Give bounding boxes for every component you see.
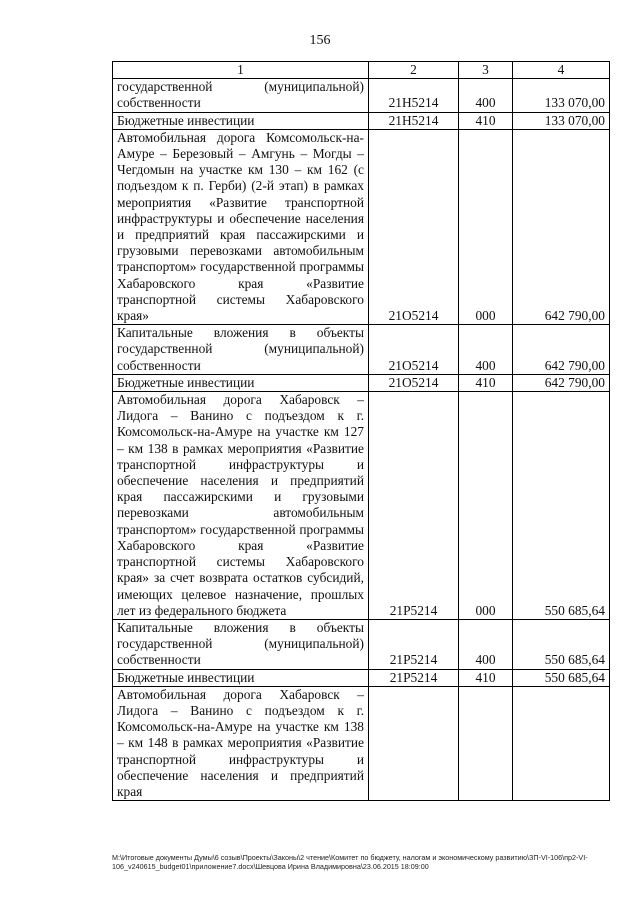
row-type: 410 — [459, 669, 513, 686]
row-code: 21O5214 — [369, 325, 459, 375]
row-code: 21O5214 — [369, 129, 459, 324]
row-type: 400 — [459, 79, 513, 112]
table-row — [113, 669, 610, 686]
table-row — [113, 392, 610, 620]
column-header: 4 — [513, 62, 610, 79]
row-amount: 133 070,00 — [513, 79, 610, 112]
row-type — [459, 686, 513, 800]
table-row — [113, 374, 610, 391]
row-type: 410 — [459, 374, 513, 391]
table-row — [113, 79, 610, 112]
row-name: Капитальные вложения в объекты государственной (муниципальной) собственности — [113, 619, 369, 669]
row-name: Автомобильная дорога Хабаровск – Лидога – Ванино с подъездом к г. Комсомольск-на-Амуре на участке км 127 – км 138 в рамках мероприятия «Развитие транспортной инфраструктуры и обеспечение населения и предприятий края пассажирскими и грузовыми перевозками автомобильным транспортом» государственной программы Хабаровского края «Развитие транспортной системы Хабаровского края» за счет возврата остатков субсидий, имеющих целевое назначение, прошлых лет из федерального бюджета — [113, 392, 369, 620]
row-amount: 642 790,00 — [513, 325, 610, 375]
row-name: Автомобильная дорога Комсомольск-на-Амуре – Березовый – Амгунь – Могды – Чегдомын на участке км 130 – км 162 (с подъездом к п. Герби) (2-й этап) в рамках мероприятия «Развитие транспортной инфраструктуры и обеспечение населения и предприятий края пассажирскими и грузовыми перевозками автомобильным транспортом» государственной программы Хабаровского края «Развитие транспортной системы Хабаровского края» — [113, 129, 369, 324]
row-type: 000 — [459, 392, 513, 620]
row-code: 21H5214 — [369, 79, 459, 112]
row-amount: 550 685,64 — [513, 392, 610, 620]
column-header: 1 — [113, 62, 369, 79]
row-code: 21P5214 — [369, 669, 459, 686]
table-row — [113, 129, 610, 324]
row-amount: 550 685,64 — [513, 669, 610, 686]
row-amount: 133 070,00 — [513, 112, 610, 129]
row-amount: 642 790,00 — [513, 129, 610, 324]
row-name: Бюджетные инвестиции — [113, 669, 369, 686]
row-type: 000 — [459, 129, 513, 324]
row-type: 410 — [459, 112, 513, 129]
table-header-row — [113, 62, 610, 79]
table-row — [113, 619, 610, 669]
row-type: 400 — [459, 619, 513, 669]
row-amount: 550 685,64 — [513, 619, 610, 669]
row-amount — [513, 686, 610, 800]
row-name: государственной (муниципальной) собственности — [113, 79, 369, 112]
row-name: Капитальные вложения в объекты государственной (муниципальной) собственности — [113, 325, 369, 375]
budget-table — [112, 61, 610, 801]
table-row — [113, 112, 610, 129]
row-type: 400 — [459, 325, 513, 375]
row-code: 21P5214 — [369, 619, 459, 669]
table-row — [113, 686, 610, 800]
row-code: 21P5214 — [369, 392, 459, 620]
table-row — [113, 325, 610, 375]
row-name: Бюджетные инвестиции — [113, 112, 369, 129]
row-amount: 642 790,00 — [513, 374, 610, 391]
page-number: 156 — [309, 33, 331, 48]
column-header: 3 — [459, 62, 513, 79]
row-name: Автомобильная дорога Хабаровск – Лидога – Ванино с подъездом к г. Комсомольск-на-Амуре на участке км 138 – км 148 в рамках мероприятия «Развитие транспортной инфраструктуры и обеспечение населения и предприятий края — [113, 686, 369, 800]
footer-file-path: М:\Итоговые документы Думы\6 созыв\Проекты\Законы\2 чтение\Комитет по бюджету, налогам и экономическому развитию\ЗП-VI-106\пр2-VI-106_v240615_budget01\приложение7.docx\Шевцова Ирина Владимировна\23.06.2015 18:09:00 — [112, 853, 588, 871]
column-header: 2 — [369, 62, 459, 79]
row-code: 21O5214 — [369, 374, 459, 391]
row-name: Бюджетные инвестиции — [113, 374, 369, 391]
row-code: 21H5214 — [369, 112, 459, 129]
row-code — [369, 686, 459, 800]
